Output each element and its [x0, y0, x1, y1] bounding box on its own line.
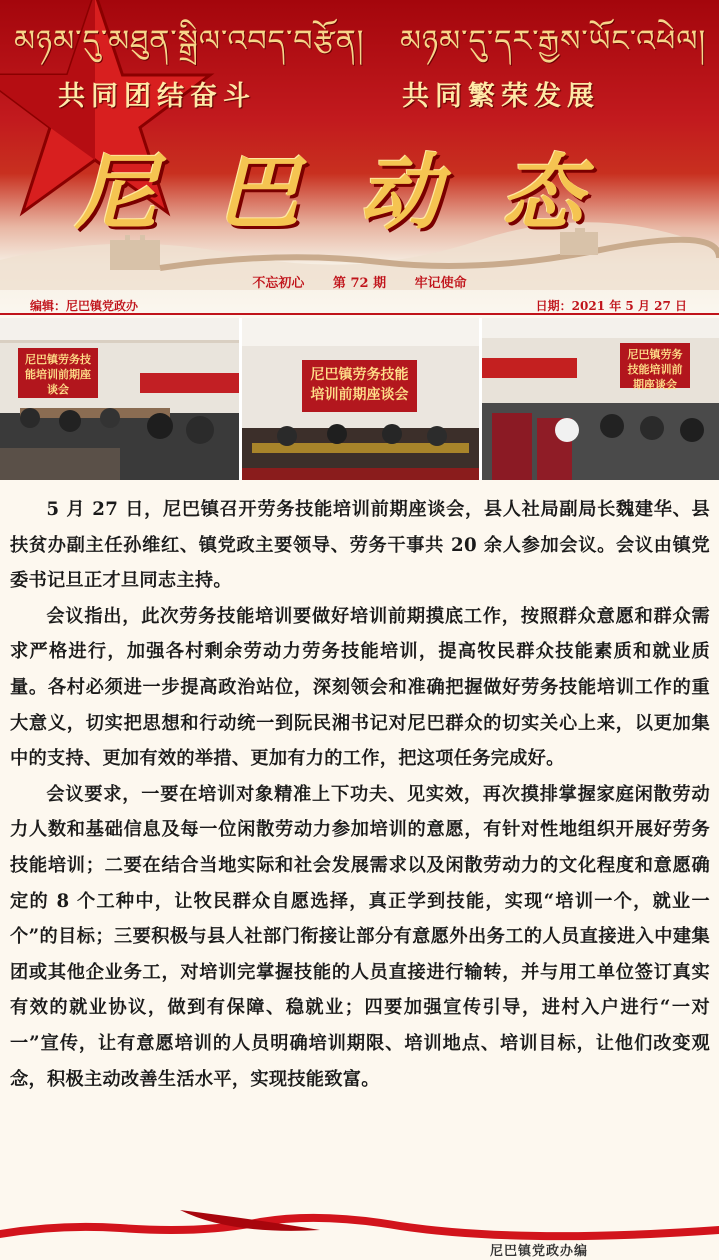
tibetan-slogan-right: མཉམ་དུ་དར་རྒྱས་ཡོང་འཕེལ།: [400, 24, 707, 59]
photo-strip: [0, 318, 719, 480]
photo-banner-3: 尼巴镇劳务技能培训前期座谈会: [627, 348, 683, 391]
photo-banner-1: 尼巴镇劳务技能培训前期座谈会: [25, 353, 91, 396]
motto-left: 不忘初心: [252, 276, 305, 291]
masthead: [0, 0, 719, 315]
footer-signature: 尼巴镇党政办编: [490, 1244, 589, 1259]
red-ribbon-decoration: [0, 1200, 719, 1260]
photo-banner-2: 尼巴镇劳务技能培训前期座谈会: [310, 367, 409, 403]
motto-right: 牢记使命: [414, 276, 467, 291]
meeting-photo-2: [242, 318, 479, 480]
article-paragraph-3: 会议要求，一要在培训对象精准上下功夫、见实效，再次摸排掌握家庭闲散劳动力人数和基础信息及每一位闲散劳动力参加培训的意愿，有针对性地组织开展好劳务技能培训；二要在结合当地实际和社会发展需求以及闲散劳动力的文化程度和意愿确定的 8 个工种中，让牧民群众自愿选择，真正学到技能，实现“培训一个，就业一个”的目标；三要积极与县人社部门衔接让部分有意愿外出务工的人员直接进入中建集团或其他企业务工，对培训完掌握技能的人员直接进行输转，并与用工单位签订真实有效的就业协议，做到有保障、稳就业；四要加强宣传引导，进村入户进行“一对一”宣传，让有意愿培训的人员明确培训期限、培训地点、培训目标，让他们改变观念，积极主动改善生活水平，实现技能致富。: [10, 783, 710, 1090]
article-body: [10, 492, 710, 1097]
header-divider: [0, 313, 719, 315]
meeting-photo-3: [482, 318, 719, 480]
tibetan-slogan-left: མཉམ་དུ་མཐུན་སྒྲིལ་འབད་བརྩོན།: [14, 24, 365, 59]
article-paragraph-2: 会议指出，此次劳务技能培训要做好培训前期摸底工作，按照群众意愿和群众需求严格进行，加强各村剩余劳动力劳务技能培训，提高牧民群众技能素质和就业质量。各村必须进一步提高政治站位，深刻领会和准确把握做好劳务技能培训工作的重大意义，切实把思想和行动统一到阮民湘书记对尼巴群众的切实关心上来，以更加集中的支持、更加有效的举措、更加有力的工作，把这项任务完成好。: [10, 605, 710, 770]
editor-label: 编辑：尼巴镇党政办: [30, 299, 139, 313]
date-label: 日期：2021 年 5 月 27 日: [535, 299, 687, 313]
slogan-left: 共同团结奋斗: [58, 81, 256, 112]
slogan-right: 共同繁荣发展: [402, 81, 600, 112]
article-paragraph-1: 5 月 27 日，尼巴镇召开劳务技能培训前期座谈会，县人社局副局长魏建华、县扶贫办副主任孙维红、镇党政主要领导、劳务干事共 20 余人参加会议。会议由镇党委书记旦正才旦同志主持。: [10, 499, 710, 592]
meeting-photo-1: [0, 318, 239, 480]
issue-line: [0, 272, 719, 291]
page-title: 尼巴动态: [75, 145, 643, 241]
issue-number: 第 72 期: [332, 276, 387, 291]
